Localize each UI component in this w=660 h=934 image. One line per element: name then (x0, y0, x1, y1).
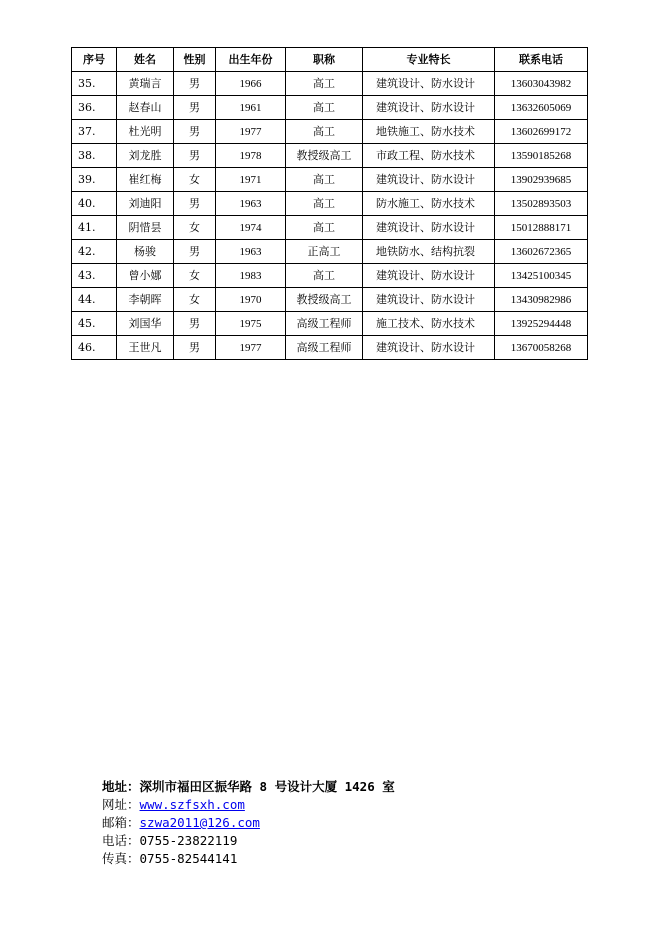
title-cell: 高工 (286, 192, 363, 216)
address-row (102, 778, 395, 796)
name-cell: 刘龙胜 (117, 144, 174, 168)
birth-year-cell: 1977 (216, 336, 286, 360)
member-table (71, 47, 588, 360)
index-cell: 44. (72, 288, 117, 312)
specialty-cell: 建筑设计、防水设计 (363, 336, 495, 360)
fax-row (102, 850, 395, 868)
website-link[interactable]: www.szfsxh.com (139, 797, 245, 812)
specialty-cell: 施工技术、防水技术 (363, 312, 495, 336)
phone-cell: 13602672365 (495, 240, 588, 264)
index-cell: 43. (72, 264, 117, 288)
gender-cell: 女 (174, 168, 216, 192)
phone-cell: 13430982986 (495, 288, 588, 312)
table-row (72, 336, 588, 360)
birth-year-cell: 1971 (216, 168, 286, 192)
table-row (72, 216, 588, 240)
specialty-cell: 地铁施工、防水技术 (363, 120, 495, 144)
gender-cell: 男 (174, 120, 216, 144)
specialty-cell: 防水施工、防水技术 (363, 192, 495, 216)
phone-cell: 13925294448 (495, 312, 588, 336)
table-row (72, 96, 588, 120)
index-cell: 36. (72, 96, 117, 120)
index-cell: 45. (72, 312, 117, 336)
title-cell: 高工 (286, 96, 363, 120)
phone-label: 电话： (102, 833, 140, 848)
name-cell: 李朝晖 (117, 288, 174, 312)
specialty-cell: 地铁防水、结构抗裂 (363, 240, 495, 264)
gender-cell: 男 (174, 72, 216, 96)
gender-cell: 女 (174, 288, 216, 312)
birth-year-cell: 1966 (216, 72, 286, 96)
table-row (72, 72, 588, 96)
birth-year-cell: 1978 (216, 144, 286, 168)
specialty-cell: 建筑设计、防水设计 (363, 288, 495, 312)
title-cell: 教授级高工 (286, 144, 363, 168)
table-row (72, 144, 588, 168)
phone-cell: 13603043982 (495, 72, 588, 96)
title-cell: 高工 (286, 72, 363, 96)
birth-year-cell: 1961 (216, 96, 286, 120)
index-cell: 37. (72, 120, 117, 144)
index-cell: 38. (72, 144, 117, 168)
title-cell: 正高工 (286, 240, 363, 264)
gender-cell: 男 (174, 144, 216, 168)
fax-label: 传真： (102, 851, 140, 866)
phone-cell: 13590185268 (495, 144, 588, 168)
table-row (72, 168, 588, 192)
name-cell: 赵春山 (117, 96, 174, 120)
birth-year-cell: 1963 (216, 240, 286, 264)
email-row (102, 814, 395, 832)
table-row (72, 288, 588, 312)
table-header-row (72, 48, 588, 72)
name-cell: 杨骏 (117, 240, 174, 264)
name-cell: 崔红梅 (117, 168, 174, 192)
phone-cell: 13670058268 (495, 336, 588, 360)
gender-cell: 女 (174, 264, 216, 288)
phone-cell: 13602699172 (495, 120, 588, 144)
column-header: 专业特长 (363, 48, 495, 72)
title-cell: 高工 (286, 120, 363, 144)
name-cell: 刘迪阳 (117, 192, 174, 216)
name-cell: 黄瑞言 (117, 72, 174, 96)
column-header: 序号 (72, 48, 117, 72)
index-cell: 41. (72, 216, 117, 240)
website-row (102, 796, 395, 814)
table-row (72, 240, 588, 264)
gender-cell: 女 (174, 216, 216, 240)
phone-cell: 13632605069 (495, 96, 588, 120)
column-header: 联系电话 (495, 48, 588, 72)
contact-info (102, 778, 395, 868)
specialty-cell: 建筑设计、防水设计 (363, 96, 495, 120)
birth-year-cell: 1963 (216, 192, 286, 216)
birth-year-cell: 1977 (216, 120, 286, 144)
phone-cell: 15012888171 (495, 216, 588, 240)
website-label: 网址： (102, 797, 140, 812)
birth-year-cell: 1970 (216, 288, 286, 312)
gender-cell: 男 (174, 336, 216, 360)
column-header: 出生年份 (216, 48, 286, 72)
table-row (72, 312, 588, 336)
title-cell: 高级工程师 (286, 336, 363, 360)
table-body (72, 72, 588, 360)
email-link[interactable]: szwa2011@126.com (139, 815, 260, 830)
index-cell: 46. (72, 336, 117, 360)
table-row (72, 120, 588, 144)
column-header: 性别 (174, 48, 216, 72)
name-cell: 曾小娜 (117, 264, 174, 288)
specialty-cell: 建筑设计、防水设计 (363, 264, 495, 288)
title-cell: 高工 (286, 264, 363, 288)
email-label: 邮箱： (102, 815, 140, 830)
phone-cell: 13902939685 (495, 168, 588, 192)
specialty-cell: 建筑设计、防水设计 (363, 168, 495, 192)
column-header: 姓名 (117, 48, 174, 72)
index-cell: 40. (72, 192, 117, 216)
name-cell: 王世凡 (117, 336, 174, 360)
index-cell: 35. (72, 72, 117, 96)
name-cell: 阴惜昙 (117, 216, 174, 240)
phone-number: 0755-23822119 (139, 833, 238, 848)
birth-year-cell: 1974 (216, 216, 286, 240)
specialty-cell: 建筑设计、防水设计 (363, 216, 495, 240)
birth-year-cell: 1983 (216, 264, 286, 288)
gender-cell: 男 (174, 192, 216, 216)
address-label: 地址： (102, 779, 140, 794)
title-cell: 教授级高工 (286, 288, 363, 312)
birth-year-cell: 1975 (216, 312, 286, 336)
gender-cell: 男 (174, 312, 216, 336)
title-cell: 高工 (286, 216, 363, 240)
title-cell: 高级工程师 (286, 312, 363, 336)
member-table-container (71, 47, 588, 360)
phone-cell: 13425100345 (495, 264, 588, 288)
table-row (72, 264, 588, 288)
title-cell: 高工 (286, 168, 363, 192)
table-row (72, 192, 588, 216)
fax-number: 0755-82544141 (139, 851, 238, 866)
index-cell: 42. (72, 240, 117, 264)
phone-cell: 13502893503 (495, 192, 588, 216)
column-header: 职称 (286, 48, 363, 72)
address-text: 深圳市福田区振华路 8 号设计大厦 1426 室 (139, 779, 395, 794)
gender-cell: 男 (174, 240, 216, 264)
name-cell: 刘国华 (117, 312, 174, 336)
name-cell: 杜光明 (117, 120, 174, 144)
specialty-cell: 建筑设计、防水设计 (363, 72, 495, 96)
specialty-cell: 市政工程、防水技术 (363, 144, 495, 168)
gender-cell: 男 (174, 96, 216, 120)
phone-row (102, 832, 395, 850)
index-cell: 39. (72, 168, 117, 192)
